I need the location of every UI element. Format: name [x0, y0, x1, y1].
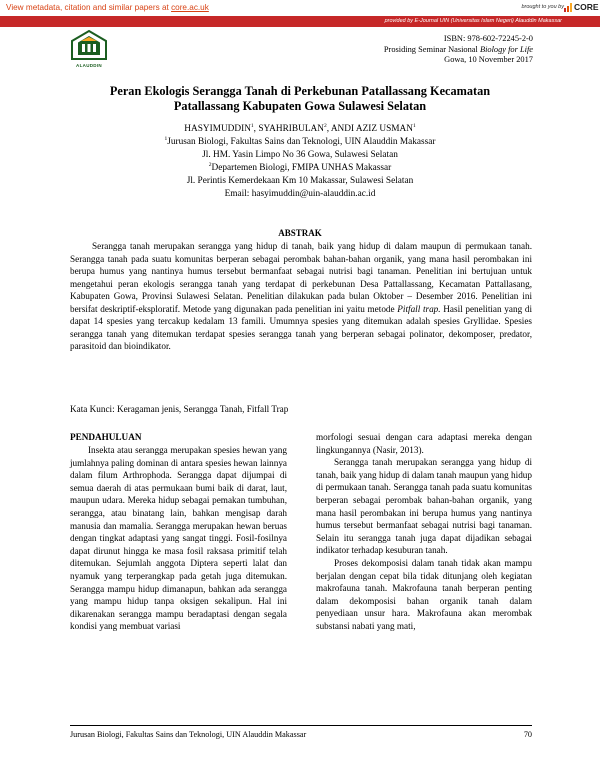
affiliation-1-address: Jl. HM. Yasin Limpo No 36 Gowa, Sulawesi Selatan: [202, 150, 398, 160]
footer-text: Jurusan Biologi, Fakultas Sains dan Teknologi, UIN Alauddin Makassar: [70, 730, 307, 739]
provided-by-text: provided by E-Journal UIN (Universitas Islam Negeri) Alauddin Makassar: [384, 17, 562, 24]
abstract-heading: ABSTRAK: [278, 228, 322, 238]
footer-divider: [70, 725, 532, 726]
body-column-left: [70, 431, 287, 633]
university-logo: [68, 29, 114, 75]
paragraph: morfologi sesuai dengan cara adaptasi mereka dengan lingkungannya (Nasir, 2013).: [316, 432, 532, 455]
core-logo-label: CORE: [574, 2, 599, 12]
core-metadata-link[interactable]: [6, 3, 209, 12]
brought-by-text: brought to you by: [521, 4, 564, 10]
author-block: [60, 123, 540, 201]
core-banner: [0, 0, 600, 16]
affiliation-2-address: Jl. Perintis Kemerdekaan Km 10 Makassar, Sulawesi Selatan: [186, 176, 414, 186]
affiliation-2: $^2$Departemen Biologi, FMIPA UNHAS Makassar: [208, 162, 392, 173]
location-date: Gowa, 10 November 2017: [444, 55, 533, 64]
core-logo-icon: [564, 3, 573, 12]
body-column-right: [316, 431, 532, 633]
title-line-1: Peran Ekologis Serangga Tanah di Perkebunan Patallassang Kecamatan: [109, 84, 491, 98]
proceeding-name: Prosiding Seminar Nasional Biology for Life: [383, 44, 533, 54]
paragraph: Insekta atau serangga merupakan spesies hewan yang jumlahnya paling dominan di antara spesies hewan lainnya dalam filum Arthrophoda. Serangga dapat dijumpai di semua daerah di atas permukaan bumi baik di darat, laut, maupun udara. Mereka hidup sebagai pemakan tumbuhan, serangga, atau binatang lain, bahkan mengisap darah manusia dan mamalia. Serangga merupakan hewan beruas dengan tingkat adaptasi yang sangat tinggi. Fosil-fosilnya dapat dirunut hingga ke masa fosil raksasa primitif telah ditemukan. Sejumlah anggota Diptera seperti lalat dan nyamuk yang terperangkap pada getah juga ditemukan. Serangga mampu hidup dimanapun, bahkan ada serangga yang mampu hidup tanpa oksigen sekalipun. Hal ini dikarenakan serangga mampu beradaptasi dengan segala kondisi yang membuat variasi: [70, 445, 287, 632]
core-link-prefix: View metadata, citation and similar papers at: [6, 3, 169, 12]
section-heading: PENDAHULUAN: [70, 432, 142, 442]
provider-band: [0, 16, 600, 27]
paper-title: [60, 84, 540, 114]
university-building-icon: [68, 29, 110, 63]
paragraph: Serangga tanah merupakan serangga yang hidup di tanah, baik yang hidup di dalam tanah maupun yang hidup di permukaan tanah. Serangga tanah pada suatu komunitas berperan sebagai perombak bahan-bahan organik, yang mana hasil perombakan ini berupa humus yang nantinya humus tersebut bermanfaat sebagai nutrisi bagi tanaman. Selain itu serangga tanah juga dapat dijadikan sebagai indikator terhadap kesuburan tanah.: [316, 457, 532, 556]
page-number: 70: [523, 730, 532, 739]
core-logo[interactable]: [564, 2, 599, 14]
isbn: ISBN: 978-602-72245-2-0: [443, 34, 533, 43]
proceeding-meta: [384, 34, 533, 66]
core-link-site[interactable]: core.ac.uk: [171, 3, 209, 12]
paragraph: Proses dekomposisi dalam tanah tidak akan mampu berjalan dengan cepat bila tidak ditunjang oleh kegiatan makrofauna tanah. Makrofauna tanah berperan penting dalam dekomposisi bahan organik tanah dalam penyediaan unsur hara. Makrofauna akan merombak substansi nabati yang mati,: [316, 557, 532, 631]
abstract-text: Serangga tanah merupakan serangga yang hidup di tanah, baik yang hidup di dalam maupun di permukaan tanah. Serangga tanah pada suatu komunitas berperan sebagai perombak bahan-bahan organik, yang mana hasil perombakan ini berupa humus yang nantinya humus tersebut bermanfaat sebagai nutrisi bagi tanaman. Penelitian ini bertujuan untuk mengetahui peran ekologis serangga tanah yang terdapat di perkebunan Desa Pattallassang, Kecamatan Pattallasang, Kabupaten Gowa, Provinsi Sulawesi Selatan. Penelitian dilakukan pada bulan Oktober – Desember 2016. Penelitian ini bersifat deskriptif-eksploratif. Metode yang digunakan pada penelitian ini yaitu metode Pitfall trap. Hasil penelitian yang di dapat 14 spesies yang tercakup kedalam 13 famili. Umumnya spesies yang ditemukan adalah spesies Gryllidae. Spesies serangga tanah yang ditemukan terdapat spesies serangga tanah yang berperan sebagai polinator, dekomposer, predator, parasitoid dan bioindikator.: [70, 241, 533, 351]
author-names: HASYIMUDDIN$^1$, SYAHRIBULAN$^2$, ANDI AZIZ USMAN$^1$: [184, 123, 416, 134]
keywords: Kata Kunci: Keragaman jenis, Serangga Tanah, Fitfall Trap: [70, 404, 289, 414]
author-email: Email: hasyimuddin@uin-alauddin.ac.id: [224, 189, 376, 199]
affiliation-1: $^1$Jurusan Biologi, Fakultas Sains dan Teknologi, UIN Alauddin Makassar: [164, 136, 436, 147]
logo-caption: ALAUDDIN: [76, 63, 102, 68]
title-line-2: Patallassang Kabupaten Gowa Sulawesi Selatan: [173, 99, 427, 113]
